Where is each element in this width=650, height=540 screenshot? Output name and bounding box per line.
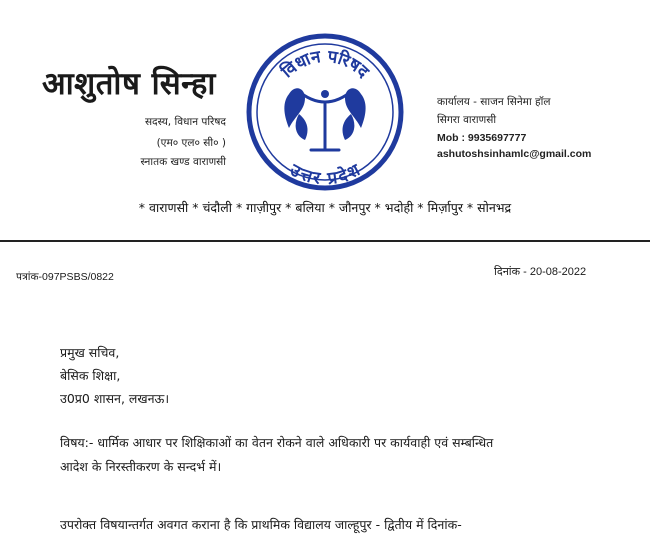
subject-line: आदेश के निरस्तीकरण के सन्दर्भ में। (60, 459, 222, 474)
subject-line: विषय:- धार्मिक आधार पर शिक्षिकाओं का वेतन रोकने वाले अधिकारी पर कार्यवाही एवं सम्बन्धित (60, 435, 494, 450)
addressee-line: प्रमुख सचिव, (60, 345, 120, 360)
sender-constituency: स्नातक खण्ड वाराणसी (140, 156, 226, 168)
header-divider (0, 240, 650, 242)
office-address-line1: कार्यालय - साजन सिनेमा हॉल (437, 96, 551, 108)
legislative-council-seal-icon (245, 32, 405, 192)
body-paragraph: उपरोक्त विषयान्तर्गत अवगत कराना है कि प्राथमिक विद्यालय जाल्हूपुर - द्वितीय में दिनांक- (60, 517, 462, 532)
office-address-line2: सिगरा वाराणसी (437, 114, 497, 126)
addressee-line: बेसिक शिक्षा, (60, 368, 121, 383)
seal-top-text: विधान परिषद (277, 46, 373, 83)
mobile-number: Mob : 9935697777 (437, 132, 527, 144)
sender-name: आशुतोष सिन्हा (42, 66, 216, 102)
reference-number: पत्रांक-097PSBS/0822 (16, 271, 114, 283)
addressee-line: उ0प्र0 शासन, लखनऊ। (60, 391, 170, 406)
sender-degree: (एम० एल० सी० ) (156, 137, 226, 149)
sender-designation: सदस्य, विधान परिषद (144, 116, 226, 128)
letter-date: दिनांक - 20-08-2022 (494, 266, 587, 278)
seal-bottom-text: उत्तर प्रदेश (286, 160, 364, 190)
district-list: * वाराणसी * चंदौली * गाज़ीपुर * बलिया * जौनपुर * भदोही * मिर्ज़ापुर * सोनभद्र (138, 200, 512, 215)
email-address: ashutoshsinhamlc@gmail.com (437, 148, 592, 160)
